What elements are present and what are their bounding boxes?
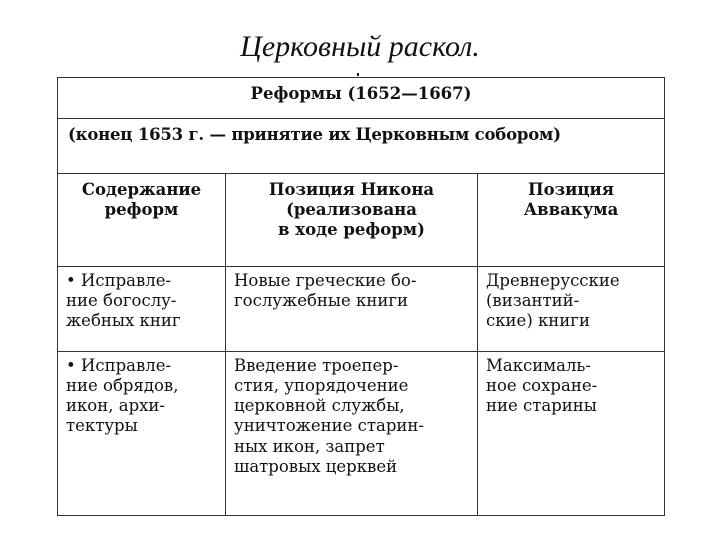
table-row — [58, 267, 665, 352]
decorative-dot — [357, 73, 359, 76]
table-row — [58, 352, 665, 516]
table-banner: Реформы (1652—1667) — [58, 78, 665, 119]
bullet-text: • Исправле- ние богослу- жебных книг — [66, 271, 181, 330]
table-cell-nikon: Введение троепер- стия, упорядочение церковной службы, уничтожение старин- ных икон, запрет шатровых церквей — [226, 352, 478, 516]
page-title: Церковный раскол. — [240, 30, 480, 63]
column-header-nikon: Позиция Никона (реализована в ходе реформ) — [226, 174, 478, 267]
column-header-content: Содержание реформ — [58, 174, 226, 267]
table-banner-row — [58, 78, 665, 119]
table-cell-content — [58, 267, 226, 352]
column-header-avvakum: Позиция Аввакума — [478, 174, 665, 267]
table-cell-avvakum: Древнерусские (византий- ские) книги — [478, 267, 665, 352]
table-cell-nikon: Новые греческие бо- гослужебные книги — [226, 267, 478, 352]
reforms-table — [57, 77, 665, 516]
bullet-text: • Исправле- ние обрядов, икон, архи- тектуры — [66, 356, 178, 435]
table-cell-avvakum: Максималь- ное сохране- ние старины — [478, 352, 665, 516]
table-header-row — [58, 174, 665, 267]
table-cell-content — [58, 352, 226, 516]
table-subbanner-row — [58, 119, 665, 174]
table-subbanner: (конец 1653 г. — принятие их Церковным собором) — [58, 119, 665, 174]
